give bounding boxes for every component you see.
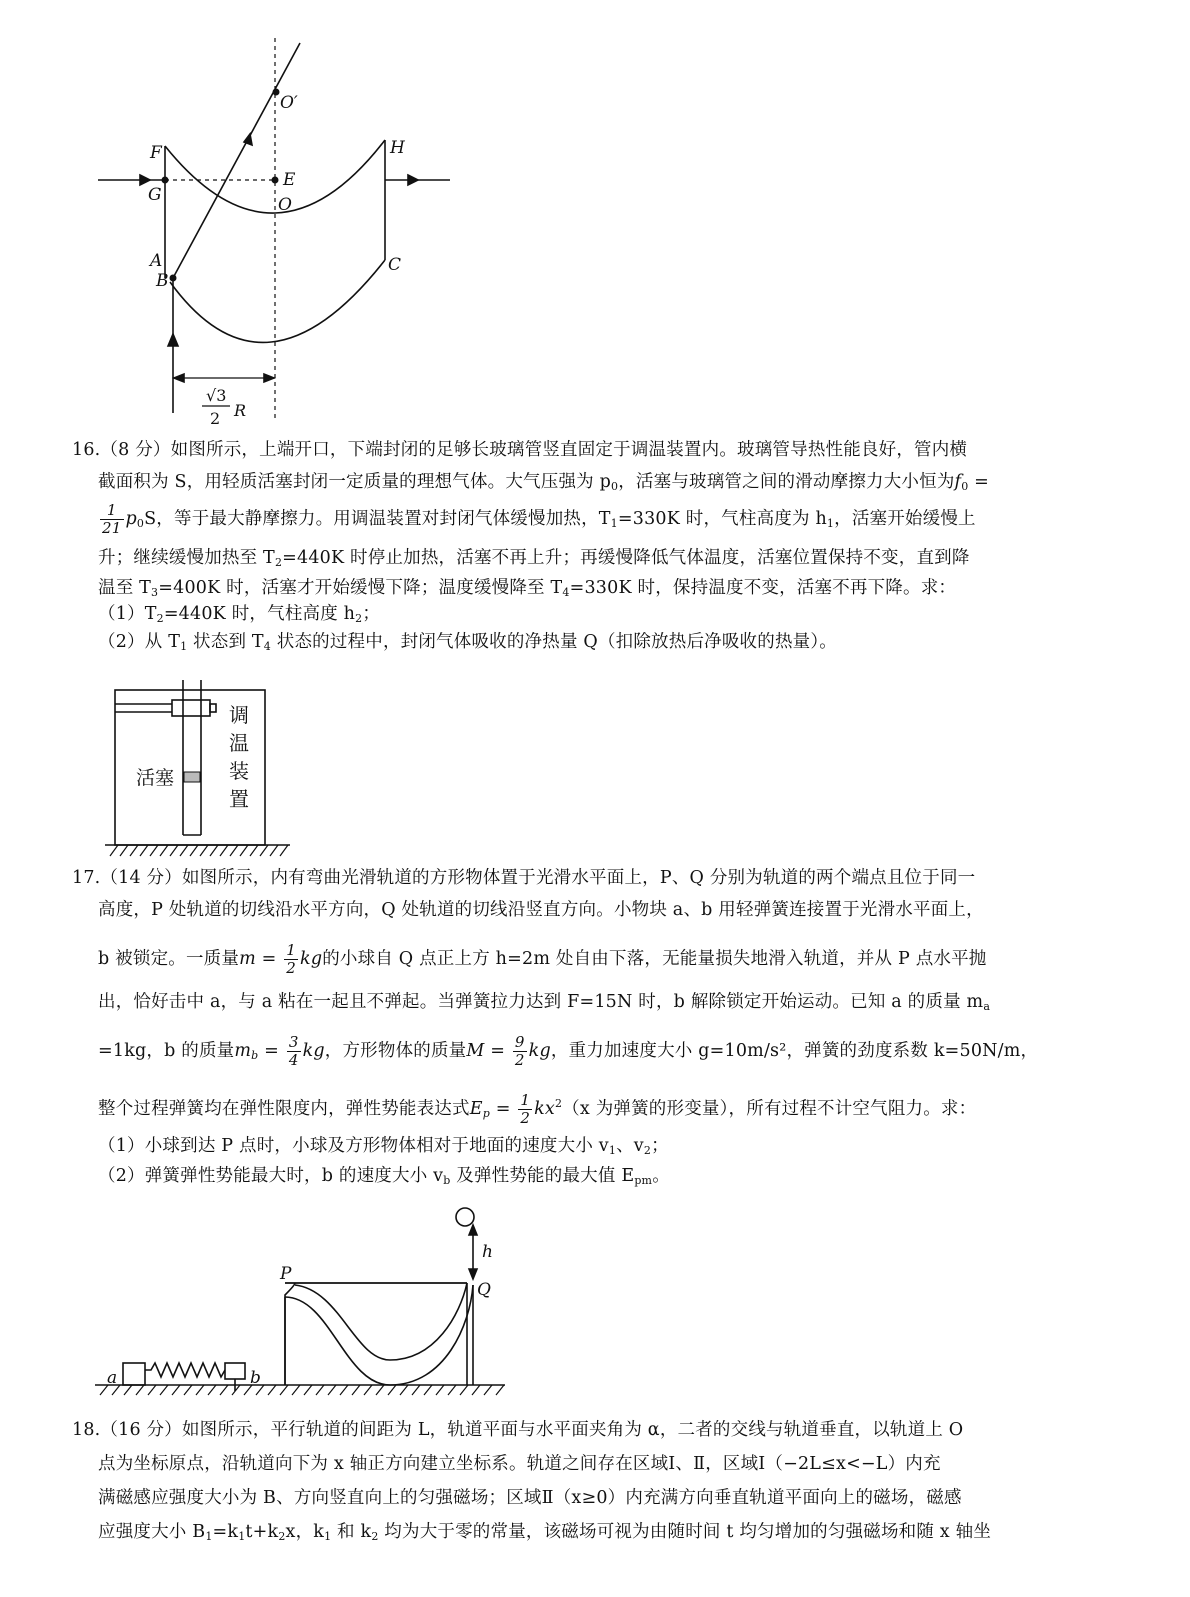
label-A: A xyxy=(150,251,163,271)
label-G: G xyxy=(148,185,162,205)
q16-line-3: $\frac{1}{21}$ $p_0S$，等于最大静摩擦力。用调温装置对封闭气体缓慢加热，$T_1=330K$ 时，气柱高度为 $h_1$，活塞开始缓慢上 xyxy=(102,501,976,537)
q18-line-2: 点为坐标原点，沿轨道向下为 x 轴正方向建立坐标系。轨道之间存在区域Ⅰ、Ⅱ，区域Ⅰ（−2L≤x<−L）内充 xyxy=(98,1454,941,1474)
figure-17-track xyxy=(95,1205,515,1405)
label-H: H xyxy=(390,138,405,158)
refracted-ray xyxy=(173,43,300,278)
arrow-up-icon xyxy=(469,1225,477,1235)
clamp xyxy=(172,700,210,716)
q17-line-6: 整个过程弹簧均在弹性限度内，弹性势能表达式$E_p$ = $\frac{1}{2}$ $kx^2(x$ 为弹簧的形变量），所有过程不计空气阻力。求： xyxy=(98,1090,977,1127)
q18-line-3: 满磁感应强度大小为 B、方向竖直向上的匀强磁场；区域Ⅱ（x≥0）内充满方向垂直轨道平面向上的磁场，磁感 xyxy=(98,1488,962,1508)
piston-label: 活塞 xyxy=(136,767,175,789)
label-a: a xyxy=(107,1368,118,1388)
label-O: O xyxy=(278,195,292,215)
q17-line-1: 17.（14 分）如图所示，内有弯曲光滑轨道的方形物体置于光滑水平面上，P、Q 分别为轨道的两个端点且位于同一 xyxy=(72,868,976,888)
svg-text:√3: √3 xyxy=(206,386,227,405)
point-E xyxy=(272,177,279,184)
svg-text:2: 2 xyxy=(210,409,221,428)
device-label-char: 置 xyxy=(229,787,249,811)
label-O-prime: O′ xyxy=(280,93,298,113)
point-B xyxy=(170,275,177,282)
q17-line-5: =1kg，b 的质量$m_b$ = $\frac{3}{4}$ kg，方形物体的质量M = $\frac{9}{2}$ kg，重力加速度大小 g=10m/s²，弹簧的劲度系数 k=50N/m， xyxy=(98,1033,1039,1069)
track-inner xyxy=(295,1283,467,1360)
q16-sub-2: （2）从 $T_1$ 状态到 $T_4$ 状态的过程中，封闭气体吸收的净热量 Q（扣除放热后净吸收的热量）。 xyxy=(98,632,838,653)
fraction: $\frac{1}{2}$ xyxy=(520,1090,531,1127)
fraction: $\frac{3}{4}$ xyxy=(288,1033,299,1069)
arrow-right-icon xyxy=(140,175,150,185)
point-O-prime xyxy=(273,89,280,96)
arrow-right-icon xyxy=(408,175,418,185)
point-G xyxy=(162,177,169,184)
fraction: $\frac{1}{2}$ xyxy=(286,941,297,977)
q16-line-2: 截面积为 S，用轻质活塞封闭一定质量的理想气体。大气压强为 $p_0$，活塞与玻璃管之间的滑动摩擦力大小恒为$f_0$ = xyxy=(98,472,990,493)
q17-line-2: 高度，P 处轨道的切线沿水平方向，Q 处轨道的切线沿竖直方向。小物块 a、b 用轻弹簧连接置于光滑水平面上， xyxy=(98,900,984,920)
q16-sub-1: $(1)T_2=440K$ 时，气柱高度 $h_2$； xyxy=(98,604,381,625)
fraction: $\frac{9}{2}$ xyxy=(514,1033,525,1069)
label-Q: Q xyxy=(477,1280,491,1300)
q16-line-4: 升；继续缓慢加热至 $T_2=440K$ 时停止加热，活塞不再上升；再缓慢降低气体温度，活塞位置保持不变，直到降 xyxy=(98,548,970,569)
lower-arc xyxy=(170,260,385,342)
q17-sub-2: （2）弹簧弹性势能最大时，b 的速度大小 $v_b$ 及弹性势能的最大值 $E_{pm}$。 xyxy=(98,1166,670,1187)
track-outer xyxy=(285,1285,473,1385)
label-E: E xyxy=(283,170,296,190)
q17-line-3: b 被锁定。一质量m = $\frac{1}{2}$ kg的小球自 Q 点正上方 h=2m 处自由下落，无能量损失地滑入轨道，并从 P 点水平抛 xyxy=(98,941,987,977)
label-h: h xyxy=(482,1242,493,1262)
label-C: C xyxy=(388,255,402,275)
device-label-char: 装 xyxy=(229,759,249,783)
q18-line-1: 18.（16 分）如图所示，平行轨道的间距为 L，轨道平面与水平面夹角为 α，二者的交线与轨道垂直，以轨道上 O xyxy=(72,1420,964,1440)
block-b xyxy=(225,1363,245,1379)
figure-16-apparatus xyxy=(100,680,300,860)
ball xyxy=(456,1208,474,1226)
svg-text:R: R xyxy=(234,401,247,420)
q18-line-4: 应强度大小 $B_1=k_1t+k_2x$，$k_1$ 和 $k_2$ 均为大于零的常量，该磁场可视为由随时间 t 均匀增加的匀强磁场和随 x 轴坐 xyxy=(98,1522,992,1543)
spring xyxy=(145,1363,225,1377)
square-body xyxy=(285,1283,467,1385)
label-F: F xyxy=(150,143,162,163)
label-P: P xyxy=(280,1264,292,1284)
device-label-char: 温 xyxy=(229,731,249,755)
fraction: $\frac{1}{21}$ xyxy=(102,501,122,537)
arrow-up-icon xyxy=(168,334,178,346)
arrow-down-icon xyxy=(469,1269,477,1279)
dimension-label xyxy=(202,386,246,428)
q16-line-5: 温至 $T_3=400K$ 时，活塞才开始缓慢下降；温度缓慢降至 $T_4=330K$ 时，保持温度不变，活塞不再下降。求： xyxy=(98,578,957,599)
q17-line-4: 出，恰好击中 a，与 a 粘在一起且不弹起。当弹簧拉力达到 F=15N 时，b 解除锁定开始运动。已知 a 的质量 $m_a$ xyxy=(98,992,991,1013)
block-a xyxy=(123,1363,145,1385)
piston xyxy=(184,772,200,782)
device-label-char: 调 xyxy=(229,703,249,727)
label-b: b xyxy=(250,1368,261,1388)
top-figure xyxy=(90,28,470,428)
q16-line-1: 16.（8 分）如图所示，上端开口，下端封闭的足够长玻璃管竖直固定于调温装置内。玻璃管导热性能良好，管内横 xyxy=(72,440,968,460)
label-B: B xyxy=(156,271,169,291)
q17-sub-1: （1）小球到达 P 点时，小球及方形物体相对于地面的速度大小 $v_1$、$v_2$； xyxy=(98,1136,669,1157)
